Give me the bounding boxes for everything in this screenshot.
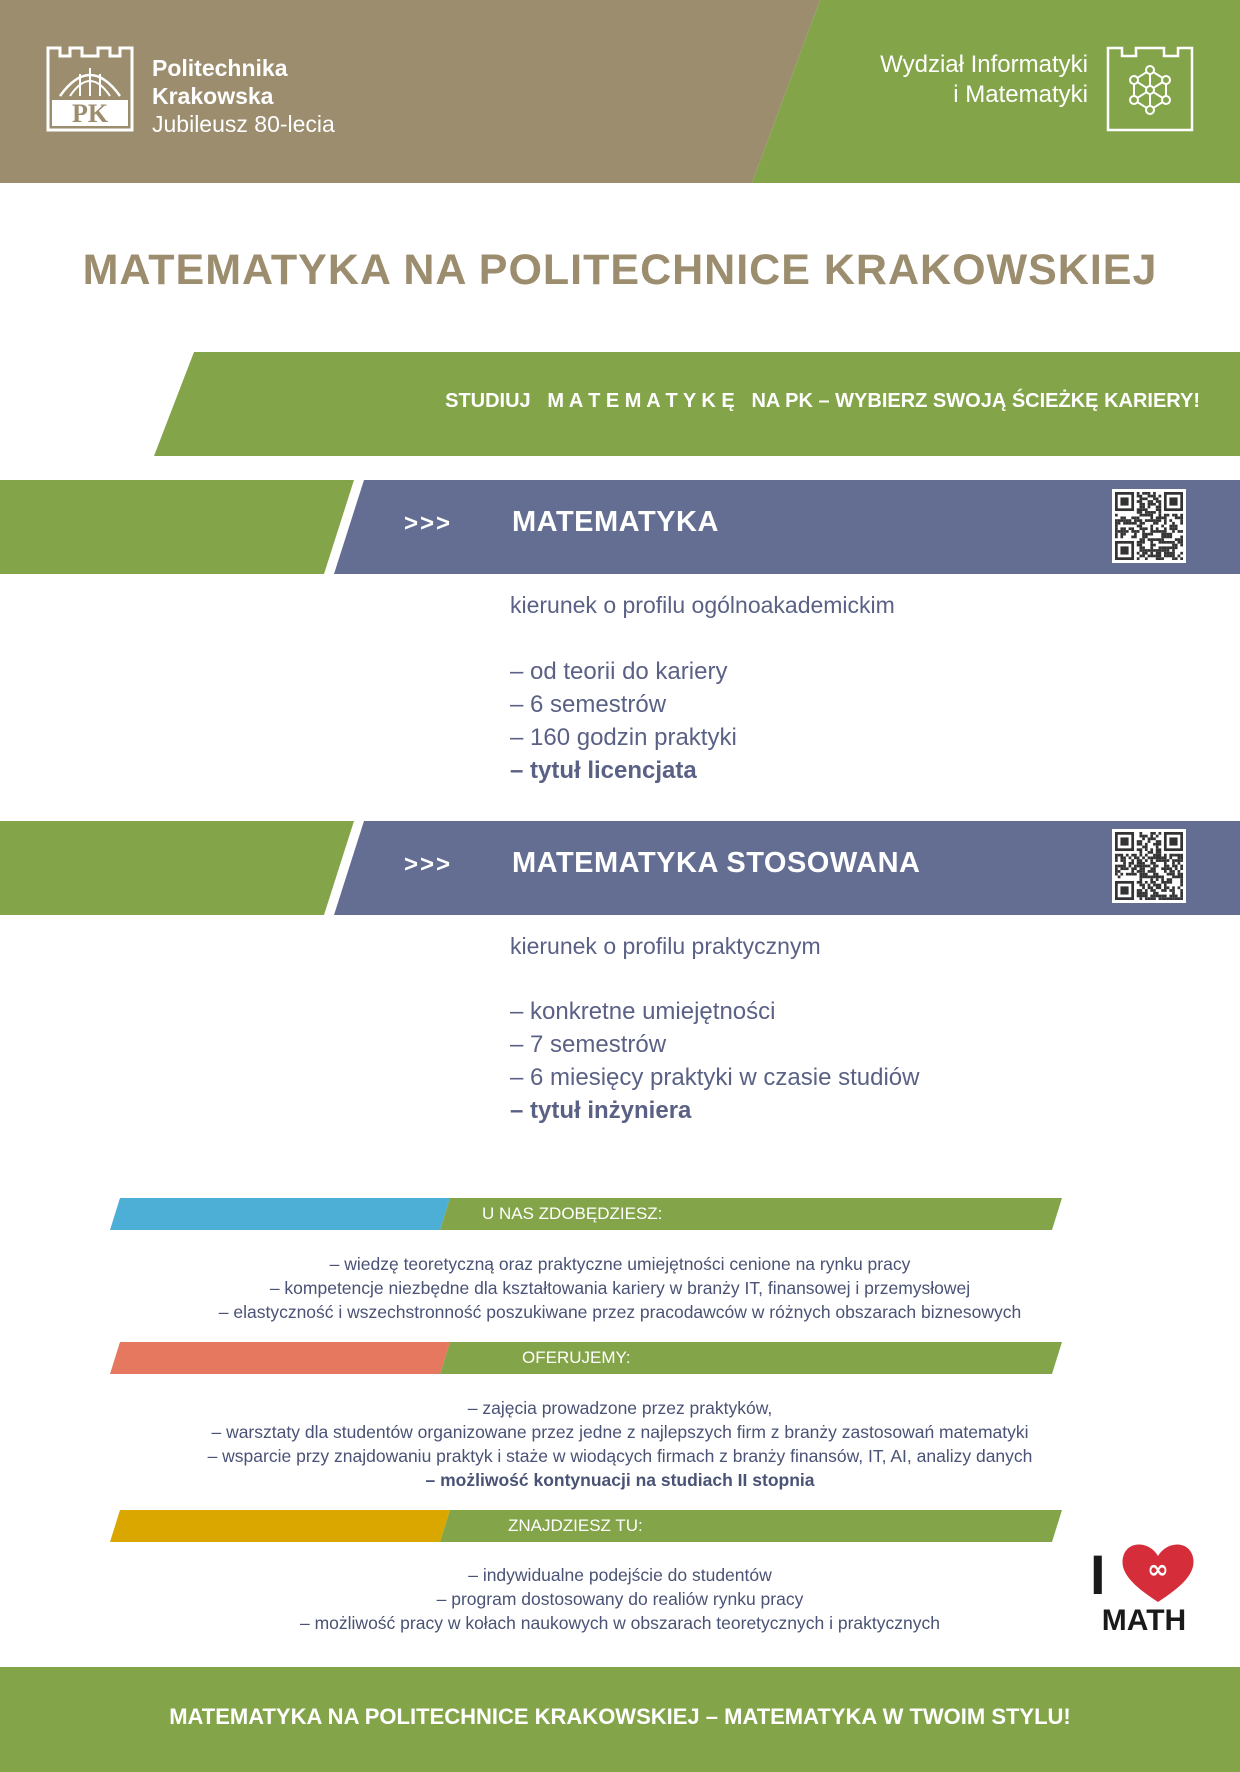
university-line-2: Krakowska [152, 83, 274, 109]
university-name [152, 54, 335, 138]
program-2-feature: – konkretne umiejętności [510, 998, 776, 1025]
section-1-item: – elastyczność i wszechstronność poszukiwane przez pracodawców w różnych obszarach biznesowych [218, 1302, 1022, 1322]
program-2-feature: – 7 semestrów [510, 1031, 667, 1058]
section-1-item: – wiedzę teoretyczną oraz praktyczne umiejętności cenione na rynku pracy [329, 1254, 911, 1274]
section-2-item: – warsztaty dla studentów organizowane przez jedne z najlepszych firm z branży zastosowań matematyki [211, 1422, 1029, 1442]
footer-text: MATEMATYKA NA POLITECHNICE KRAKOWSKIEJ – MATEMATYKA W TWOIM STYLU! [169, 1704, 1071, 1729]
program-2-feature: – tytuł inżyniera [510, 1097, 692, 1124]
program-2-arrows: >>> [404, 851, 453, 878]
program-2-green-band [0, 821, 354, 915]
university-line-1: Politechnika [152, 55, 288, 81]
program-2-features [510, 995, 919, 1127]
program-1-qr-code[interactable] [1112, 489, 1186, 563]
program-1-arrows: >>> [404, 510, 453, 537]
department-line-1: Wydział Informatyki [880, 51, 1088, 78]
section-3-item: – program dostosowany do realiów rynku pracy [436, 1589, 804, 1609]
department-name [880, 50, 1088, 110]
section-2-label: OFERUJEMY: [522, 1348, 631, 1367]
program-1-feature: – 6 semestrów [510, 691, 667, 718]
section-2-list [0, 1396, 1240, 1492]
qr-code-icon [1115, 492, 1183, 560]
program-2-qr-code[interactable] [1112, 829, 1186, 903]
section-3-list [0, 1563, 1240, 1635]
section-2-item: – wsparcie przy znajdowaniu praktyk i staże w wiodących firmach z branży finansów, IT, AI, analizy danych [207, 1446, 1033, 1466]
program-1-green-band [0, 480, 354, 574]
program-2-feature: – 6 miesięcy praktyki w czasie studiów [510, 1064, 920, 1091]
section-1-item: – kompetencje niezbędne dla kształtowania kariery w branży IT, finansowej i przemysłowej [269, 1278, 971, 1298]
program-1-title: MATEMATYKA [512, 506, 719, 538]
program-1-title-band [334, 480, 1240, 574]
program-1-profile: kierunek o profilu ogólnoakademickim [510, 592, 895, 618]
qr-code-icon [1115, 832, 1183, 900]
jubilee-text: Jubileusz 80-lecia [152, 111, 335, 137]
slogan-text: STUDIUJ M A T E M A T Y K Ę NA PK – WYBIERZ SWOJĄ ŚCIEŻKĘ KARIERY! [445, 390, 1200, 412]
section-2-color-bar [110, 1342, 450, 1374]
section-2-item: – zajęcia prowadzone przez praktyków, [467, 1398, 773, 1418]
section-3-color-bar [110, 1510, 450, 1542]
section-3-item: – możliwość pracy w kołach naukowych w obszarach teoretycznych i praktycznych [300, 1613, 940, 1633]
section-2-item: – możliwość kontynuacji na studiach II stopnia [425, 1470, 815, 1490]
badge-letter: I [1090, 1543, 1106, 1606]
program-1-feature: – tytuł licencjata [510, 757, 697, 784]
pk-logo-letters: PK [71, 99, 109, 128]
department-logo-icon [1106, 46, 1194, 132]
page-title: MATEMATYKA NA POLITECHNICE KRAKOWSKIEJ [82, 246, 1158, 294]
department-line-2: i Matematyki [953, 81, 1088, 108]
section-3-item: – indywidualne podejście do studentów [468, 1565, 772, 1585]
section-1-label: U NAS ZDOBĘDZIESZ: [482, 1204, 663, 1223]
program-1-feature: – 160 godzin praktyki [510, 724, 737, 751]
program-1-feature: – od teorii do kariery [510, 658, 728, 685]
section-3-label: ZNAJDZIESZ TU: [508, 1516, 643, 1535]
program-1-features [510, 655, 737, 787]
program-2-title: MATEMATYKA STOSOWANA [512, 847, 921, 879]
section-1-color-bar [110, 1198, 450, 1230]
badge-word: MATH [1101, 1604, 1187, 1637]
pk-logo-icon [46, 44, 134, 132]
section-1-list [0, 1252, 1240, 1324]
program-2-profile: kierunek o profilu praktycznym [510, 933, 821, 959]
infinity-icon: ∞ [1147, 1555, 1169, 1585]
